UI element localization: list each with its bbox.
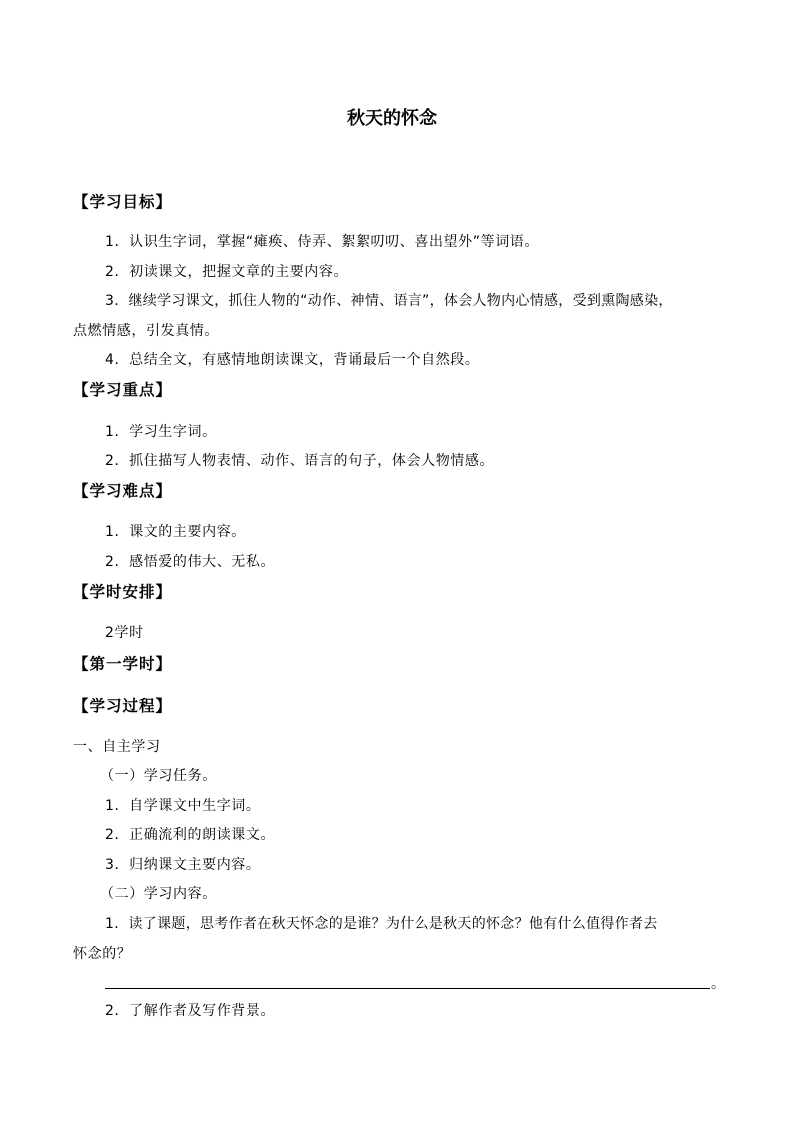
question-1-line-2: 怀念的？ (73, 946, 132, 962)
focus-item-2: 2．抓住描写人物表情、动作、语言的句子，体会人物情感。 (105, 453, 495, 469)
task-item-2: 2．正确流利的朗读课文。 (105, 827, 276, 843)
section-heading-process: 【学习过程】 (73, 697, 173, 715)
section-heading-first-period: 【第一学时】 (73, 655, 173, 673)
page-title: 秋天的怀念 (347, 108, 437, 129)
goal-item-3: 3．继续学习课文，抓住人物的“动作、神情、语言”，体会人物内心情感，受到熏陶感染， (105, 293, 673, 309)
goal-item-4: 4．总结全文，有感情地朗读课文，背诵最后一个自然段。 (105, 352, 480, 368)
task-item-3: 3．归纳课文主要内容。 (105, 857, 261, 873)
answer-period: 。 (711, 976, 726, 992)
content-heading: （二）学习内容。 (100, 886, 217, 902)
section-heading-schedule: 【学时安排】 (73, 583, 173, 601)
schedule-text: 2学时 (105, 625, 144, 641)
section-heading-difficulty: 【学习难点】 (73, 482, 173, 500)
section-heading-goals: 【学习目标】 (73, 193, 173, 211)
task-heading: （一）学习任务。 (100, 768, 217, 784)
goal-item-3-continued: 点燃情感，引发真情。 (73, 323, 219, 339)
difficulty-item-1: 1．课文的主要内容。 (105, 524, 246, 540)
focus-item-1: 1．学习生字词。 (105, 424, 217, 440)
difficulty-item-2: 2．感悟爱的伟大、无私。 (105, 554, 276, 570)
question-2: 2．了解作者及写作背景。 (105, 1003, 276, 1019)
part-one-heading: 一、自主学习 (73, 739, 161, 755)
section-heading-focus: 【学习重点】 (73, 381, 173, 399)
question-1-line-1: 1．读了课题，思考作者在秋天怀念的是谁？为什么是秋天的怀念？他有什么值得作者去 (105, 916, 658, 932)
goal-item-2: 2．初读课文，把握文章的主要内容。 (105, 264, 349, 280)
task-item-1: 1．自学课文中生字词。 (105, 798, 261, 814)
goal-item-1: 1．认识生字词，掌握“瘫痪、侍弄、絮絮叨叨、喜出望外”等词语。 (105, 234, 540, 250)
answer-blank-line[interactable] (105, 988, 710, 989)
